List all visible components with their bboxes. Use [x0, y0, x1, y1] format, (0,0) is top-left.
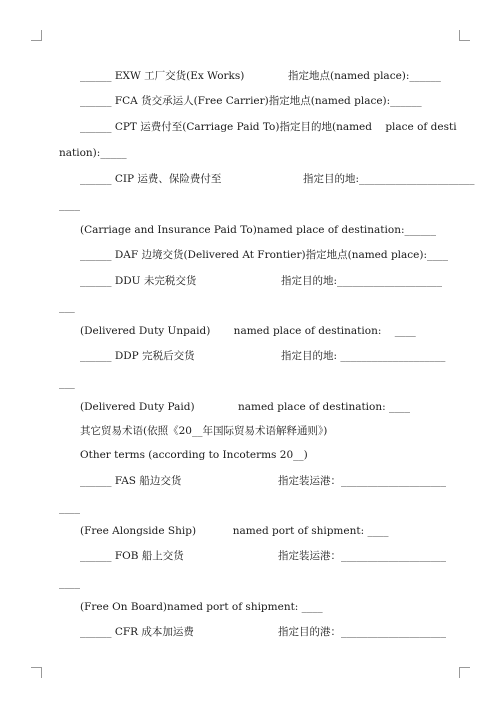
corner-mark-top-right	[459, 30, 470, 41]
term-fas-port: 指定装运港：____________________	[278, 475, 446, 487]
term-cfr-port: 指定目的港：____________________	[278, 626, 446, 638]
term-cfr-line: ______ CFR 成本加运费	[80, 626, 194, 638]
corner-mark-top-left	[31, 30, 42, 41]
term-fas-continuation: ____	[59, 502, 80, 514]
term-ddu-english: (Delivered Duty Unpaid) named place of destination: ____	[80, 325, 416, 337]
term-cpt-line: ______ CPT 运费付至(Carriage Paid To)指定目的地(named place of desti	[80, 121, 457, 133]
term-fas-english: (Free Alongside Ship) named port of shipment: ____	[80, 525, 389, 537]
term-cip-english: (Carriage and Insurance Paid To)named place of destination:______	[80, 224, 437, 236]
term-cip-continuation: ____	[59, 199, 80, 211]
other-terms-cn: 其它贸易术语(依照《20__年国际贸易术语解释通则》)	[80, 425, 328, 437]
term-exw-line: ______ EXW 工厂交货(Ex Works)	[80, 70, 245, 82]
term-cpt-continuation: nation):_____	[59, 147, 127, 159]
term-ddu-destination: 指定目的地:____________________	[281, 275, 443, 287]
corner-mark-bottom-left	[31, 667, 42, 678]
term-fob-continuation: ____	[59, 577, 80, 589]
corner-mark-bottom-right	[459, 667, 470, 678]
term-fob-port: 指定装运港：____________________	[278, 550, 446, 562]
term-ddp-destination: 指定目的地: ____________________	[281, 350, 446, 362]
term-ddu-continuation: ___	[59, 301, 75, 313]
term-fas-line: ______ FAS 船边交货	[80, 475, 182, 487]
term-exw-place: 指定地点(named place):______	[288, 70, 441, 82]
term-daf-line: ______ DAF 边境交货(Delivered At Frontier)指定地点(named place):____	[80, 249, 449, 261]
term-fca-line: ______ FCA 货交承运人(Free Carrier)指定地点(named place):______	[80, 95, 422, 107]
term-cip-destination: 指定目的地:______________________	[303, 173, 475, 185]
other-terms-en: Other terms (according to Incoterms 20__)	[80, 449, 308, 461]
term-cip-line: ______ CIP 运费、保险费付至	[80, 173, 222, 185]
term-fob-line: ______ FOB 船上交货	[80, 550, 184, 562]
term-ddp-continuation: ___	[59, 377, 75, 389]
term-ddp-english: (Delivered Duty Paid) named place of destination: ____	[80, 401, 411, 413]
term-ddu-line: ______ DDU 未完税交货	[80, 275, 197, 287]
term-fob-english: (Free On Board)named port of shipment: ____	[80, 601, 323, 613]
term-ddp-line: ______ DDP 完税后交货	[80, 350, 195, 362]
